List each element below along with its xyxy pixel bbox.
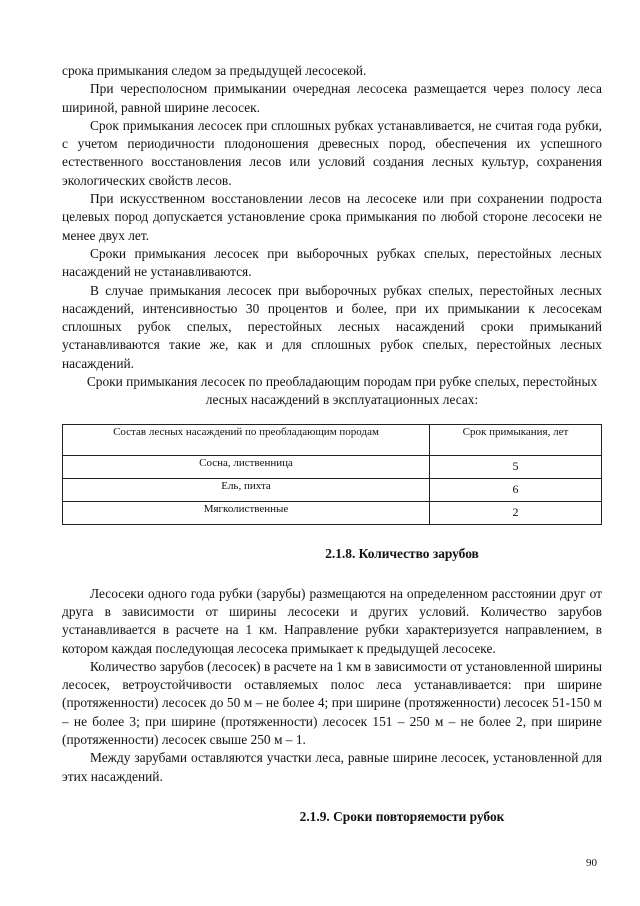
section-heading: 2.1.9. Сроки повторяемости рубок — [299, 808, 505, 824]
table-cell: Сосна, лиственница — [63, 455, 430, 478]
document-page — [62, 62, 602, 826]
paragraph: В случае примыкания лесосек при выборочных рубках спелых, перестойных лесных насаждений, интенсивностью 30 процентов и более, при их примыкании к лесосекам сплошных рубок спелых, перестойных лесных насаждений сроки примыканий устанавливаются такие же, как и для сплошных рубок спелых, перестойных лесных насаждений. — [62, 282, 602, 371]
table-header-cell: Срок примыкания, лет — [430, 424, 602, 455]
paragraph: Сроки примыкания лесосек при выборочных рубках спелых, перестойных лесных насаждений не устанавливаются. — [62, 245, 602, 280]
page-number: 90 — [586, 857, 597, 869]
table-header-row — [63, 424, 602, 455]
table-cell: Мягколиственные — [63, 501, 430, 524]
table-cell: 2 — [430, 501, 602, 524]
table-caption: Сроки примыкания лесосек по преобладающим породам при рубке спелых, перестойных лесных насаждений в эксплуатационных лесах: — [86, 374, 598, 408]
paragraph: При чересполосном примыкании очередная лесосека размещается через полосу леса шириной, равной ширине лесосек. — [62, 81, 602, 115]
paragraph: срока примыкания следом за предыдущей лесосекой. — [62, 63, 367, 78]
table-row — [63, 455, 602, 478]
table-header-cell: Состав лесных насаждений по преобладающим породам — [63, 424, 430, 455]
paragraph: При искусственном восстановлении лесов на лесосеке или при сохранении подроста целевых пород допускается установление срока примыкания по любой стороне лесосеки не менее двух лет. — [62, 191, 602, 243]
paragraph: Между зарубами оставляются участки леса, равные ширине лесосек, установленной для этих насаждений. — [62, 750, 602, 784]
table-row — [63, 478, 602, 501]
table-row — [63, 501, 602, 524]
table-cell: Ель, пихта — [63, 478, 430, 501]
paragraph: Лесосеки одного года рубки (зарубы) размещаются на определенном расстоянии друг от друга в зависимости от ширины лесосеки и других условий. Количество зарубов устанавливается в расчете на 1 км. Направление рубки характеризуется направлением, в котором каждая последующая лесосека примыкает к предыдущей лесосеке. — [62, 585, 602, 656]
table-cell: 6 — [430, 478, 602, 501]
rotation-table — [62, 424, 602, 525]
section-heading: 2.1.8. Количество зарубов — [325, 545, 479, 561]
paragraph: Количество зарубов (лесосек) в расчете на 1 км в зависимости от установленной ширины лесосек, ветроустойчивости оставляемых полос леса устанавливается: при ширине (протяженности) лесосек до 50 м – не более 4; при ширине (протяженности) лесосек 51-150 м – не более 3; при ширине (протяженности) лесосек 151 – 250 м – не более 2, при ширине (протяженности) лесосек свыше 250 м – 1. — [62, 658, 602, 748]
table-cell: 5 — [430, 455, 602, 478]
paragraph: Срок примыкания лесосек при сплошных рубках устанавливается, не считая года рубки, с учетом периодичности плодоношения древесных пород, обеспечения их успешного естественного восстановления лесов или условий создания лесных культур, сохранения экологических свойств лесов. — [62, 117, 602, 188]
